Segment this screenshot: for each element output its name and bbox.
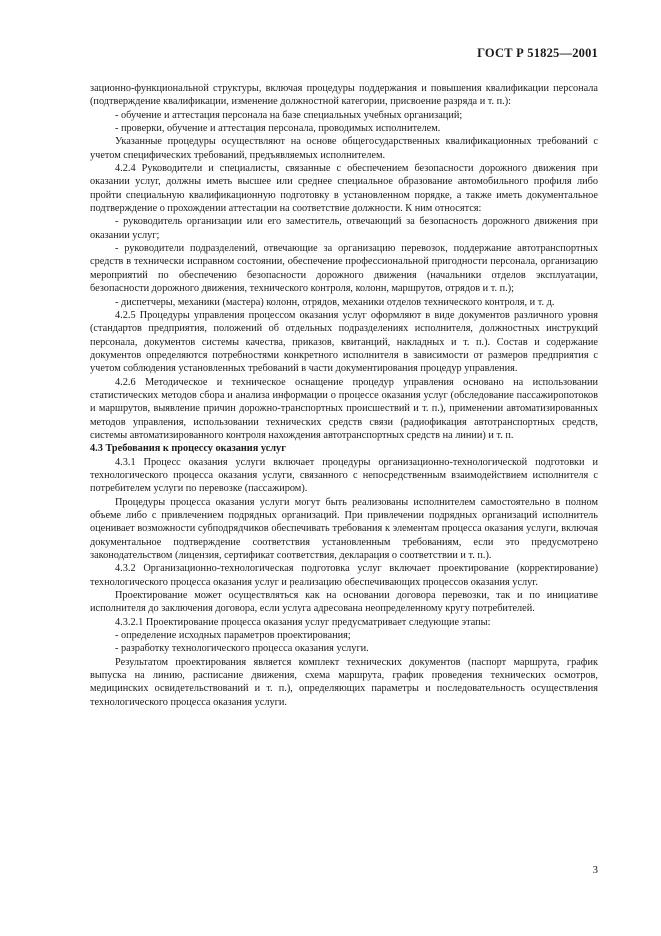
paragraph-4-2-6: 4.2.6 Методическое и техническое оснащение процедур управления основано на использовании статистических методов сбора и анализа информации о процессе оказания услуг (обследование пассажиропотоков и маршрутов, выявление причин дорожно-транспортных происшествий и т. п.), применении автоматизированных методов управления, использовании технических средств связи (радиофикация автотранспортных средств, системы автоматизированного контроля нахождения автотранспортных средств на линии) и т. п. [90,376,598,441]
list-item: - проверки, обучение и аттестация персонала, проводимых исполнителем. [115,123,441,135]
page-number: 3 [592,864,598,876]
paragraph: Результатом проектирования является комплект технических документов (паспорт маршрута, график выпуска на линию, расписание движения, схема маршрута, график проведения технических осмотров, медицинских освидетельствований и т. п.), определяющих параметры и последовательность осуществления технологического процесса оказания услуги. [90,656,598,708]
paragraph-4-3-2-1: 4.3.2.1 Проектирование процесса оказания услуг предусматривает следующие этапы: [115,616,491,628]
paragraph-4-3-1: 4.3.1 Процесс оказания услуги включает процедуры организационно-технологической подготовки и технологического процесса оказания услуги, связанного с непосредственным взаимодействием исполнителя с потребителем услуги по перевозке (пассажиром). [90,456,598,495]
paragraph-4-2-5: 4.2.5 Процедуры управления процессом оказания услуг оформляют в виде документов различного уровня (стандартов предприятия, положений об отдельных подразделениях исполнителя, должностных инструкций персонала, документов системы качества, приказов, квитанций, накладных и т. п.). Состав и содержание документов определяются потребностями конкретного исполнителя в зависимости от размеров предприятия с учетом соблюдения установленных требований в части документирования процедур управления. [90,309,598,375]
document-body [90,82,598,709]
paragraph: Процедуры процесса оказания услуги могут быть реализованы исполнителем самостоятельно в полном объеме либо с привлечением подрядных организаций. При привлечении подрядных организаций исполнитель оценивает возможности субподрядчиков обеспечивать требования к элементам процесса оказания услуги, включая документальное подтверждение соответствия установленным требованиям, если это предусмотрено законодательством (лицензия, сертификат соответствия, декларация о соответствии и т. п.). [90,496,598,562]
document-code-header: ГОСТ Р 51825—2001 [477,46,598,60]
list-item: - руководители подразделений, отвечающие за организацию перевозок, поддержание автотранспортных средств в технически исправном состоянии, обеспечение профессиональной пригодности персонала, организацию мероприятий по обеспечению безопасности дорожного движения (начальники отделов эксплуатации, безопасности дорожного движения, технического контроля, колонн, маршрутов, отрядов и т. п.); [90,243,598,295]
list-item: - обучение и аттестация персонала на базе специальных учебных организаций; [115,109,463,121]
list-item: - разработку технологического процесса оказания услуги. [115,643,369,655]
list-item: - руководитель организации или его заместитель, отвечающий за безопасность дорожного движения при оказании услуг; [90,216,598,241]
paragraph-4-3-2: 4.3.2 Организационно-технологическая подготовка услуг включает проектирование (корректирование) технологического процесса оказания услуг и реализацию обеспечивающих процессов оказания услуг. [90,563,598,588]
paragraph: Проектирование может осуществляться как на основании договора перевозки, так и по инициативе исполнителя до заключения договора, если услуга адресована неопределенному кругу потребителей. [90,590,598,615]
paragraph-4-2-4: 4.2.4 Руководители и специалисты, связанные с обеспечением безопасности дорожного движения при оказании услуг, должны иметь высшее или среднее специальное образование автомобильного профиля либо пройти специальную квалификационную подготовку в установленном порядке, а также иметь документальное подтверждение о прохождении аттестации на соответствие должности. К ним относятся: [90,163,598,215]
section-heading-4-3: 4.3 Требования к процессу оказания услуг [90,443,286,455]
list-item: - определение исходных параметров проектирования; [115,630,351,642]
paragraph: зационно-функциональной структуры, включая процедуры поддержания и повышения квалификации персонала (подтверждение квалификации, изменение должностной категории, присвоение разряда и т. п.): [90,83,598,108]
paragraph: Указанные процедуры осуществляют на основе общегосударственных квалификационных требований с учетом специфических требований, предъявляемых исполнителем. [90,136,598,161]
list-item: - диспетчеры, механики (мастера) колонн, отрядов, механики отделов технического контроля, и т. д. [115,296,555,308]
